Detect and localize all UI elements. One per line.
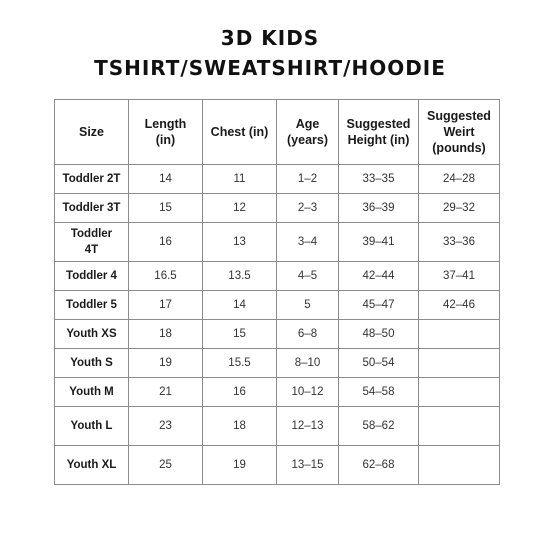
height-cell: 45–47 (339, 291, 419, 320)
table-row (55, 320, 500, 349)
size-cell: Toddler 2T (55, 165, 129, 194)
age-cell: 12–13 (277, 407, 339, 446)
length-cell: 25 (129, 446, 203, 485)
table-row (55, 262, 500, 291)
table-row (55, 223, 500, 262)
size-cell: Youth L (55, 407, 129, 446)
height-cell: 48–50 (339, 320, 419, 349)
header-height: Suggested Height (in) (339, 100, 419, 165)
size-cell: Youth M (55, 378, 129, 407)
length-cell: 14 (129, 165, 203, 194)
weight-cell (419, 446, 500, 485)
table-row (55, 165, 500, 194)
age-cell: 8–10 (277, 349, 339, 378)
size-cell: Toddler 4 (55, 262, 129, 291)
weight-cell: 29–32 (419, 194, 500, 223)
header-length: Length (in) (129, 100, 203, 165)
table-row (55, 378, 500, 407)
length-cell: 16.5 (129, 262, 203, 291)
size-chart-table (54, 99, 500, 485)
height-cell: 62–68 (339, 446, 419, 485)
weight-cell: 42–46 (419, 291, 500, 320)
header-age: Age (years) (277, 100, 339, 165)
chest-cell: 15 (203, 320, 277, 349)
age-cell: 6–8 (277, 320, 339, 349)
weight-cell (419, 349, 500, 378)
height-cell: 54–58 (339, 378, 419, 407)
size-cell: Youth XL (55, 446, 129, 485)
height-cell: 36–39 (339, 194, 419, 223)
header-weight: Suggested Weirt (pounds) (419, 100, 500, 165)
table-row (55, 194, 500, 223)
table-row (55, 446, 500, 485)
length-cell: 23 (129, 407, 203, 446)
length-cell: 16 (129, 223, 203, 262)
chest-cell: 16 (203, 378, 277, 407)
weight-cell (419, 320, 500, 349)
header-chest: Chest (in) (203, 100, 277, 165)
weight-cell (419, 378, 500, 407)
age-cell: 2–3 (277, 194, 339, 223)
length-cell: 19 (129, 349, 203, 378)
weight-cell: 24–28 (419, 165, 500, 194)
header-row (55, 100, 500, 165)
age-cell: 13–15 (277, 446, 339, 485)
age-cell: 3–4 (277, 223, 339, 262)
chest-cell: 15.5 (203, 349, 277, 378)
size-cell: Youth S (55, 349, 129, 378)
length-cell: 17 (129, 291, 203, 320)
table-row (55, 407, 500, 446)
chest-cell: 12 (203, 194, 277, 223)
title-line-2: TSHIRT/SWEATSHIRT/HOODIE (94, 56, 446, 80)
size-cell: Toddler 5 (55, 291, 129, 320)
chest-cell: 18 (203, 407, 277, 446)
weight-cell: 37–41 (419, 262, 500, 291)
height-cell: 58–62 (339, 407, 419, 446)
age-cell: 4–5 (277, 262, 339, 291)
weight-cell (419, 407, 500, 446)
size-cell: Toddler 4T (55, 223, 129, 262)
chest-cell: 11 (203, 165, 277, 194)
age-cell: 1–2 (277, 165, 339, 194)
age-cell: 5 (277, 291, 339, 320)
height-cell: 33–35 (339, 165, 419, 194)
weight-cell: 33–36 (419, 223, 500, 262)
height-cell: 50–54 (339, 349, 419, 378)
height-cell: 39–41 (339, 223, 419, 262)
chest-cell: 13.5 (203, 262, 277, 291)
chest-cell: 19 (203, 446, 277, 485)
size-cell: Youth XS (55, 320, 129, 349)
age-cell: 10–12 (277, 378, 339, 407)
table-row (55, 349, 500, 378)
height-cell: 42–44 (339, 262, 419, 291)
table-row (55, 291, 500, 320)
chest-cell: 14 (203, 291, 277, 320)
title-line-1: 3D KIDS (220, 26, 320, 50)
length-cell: 18 (129, 320, 203, 349)
length-cell: 21 (129, 378, 203, 407)
chest-cell: 13 (203, 223, 277, 262)
header-size: Size (55, 100, 129, 165)
length-cell: 15 (129, 194, 203, 223)
size-cell: Toddler 3T (55, 194, 129, 223)
